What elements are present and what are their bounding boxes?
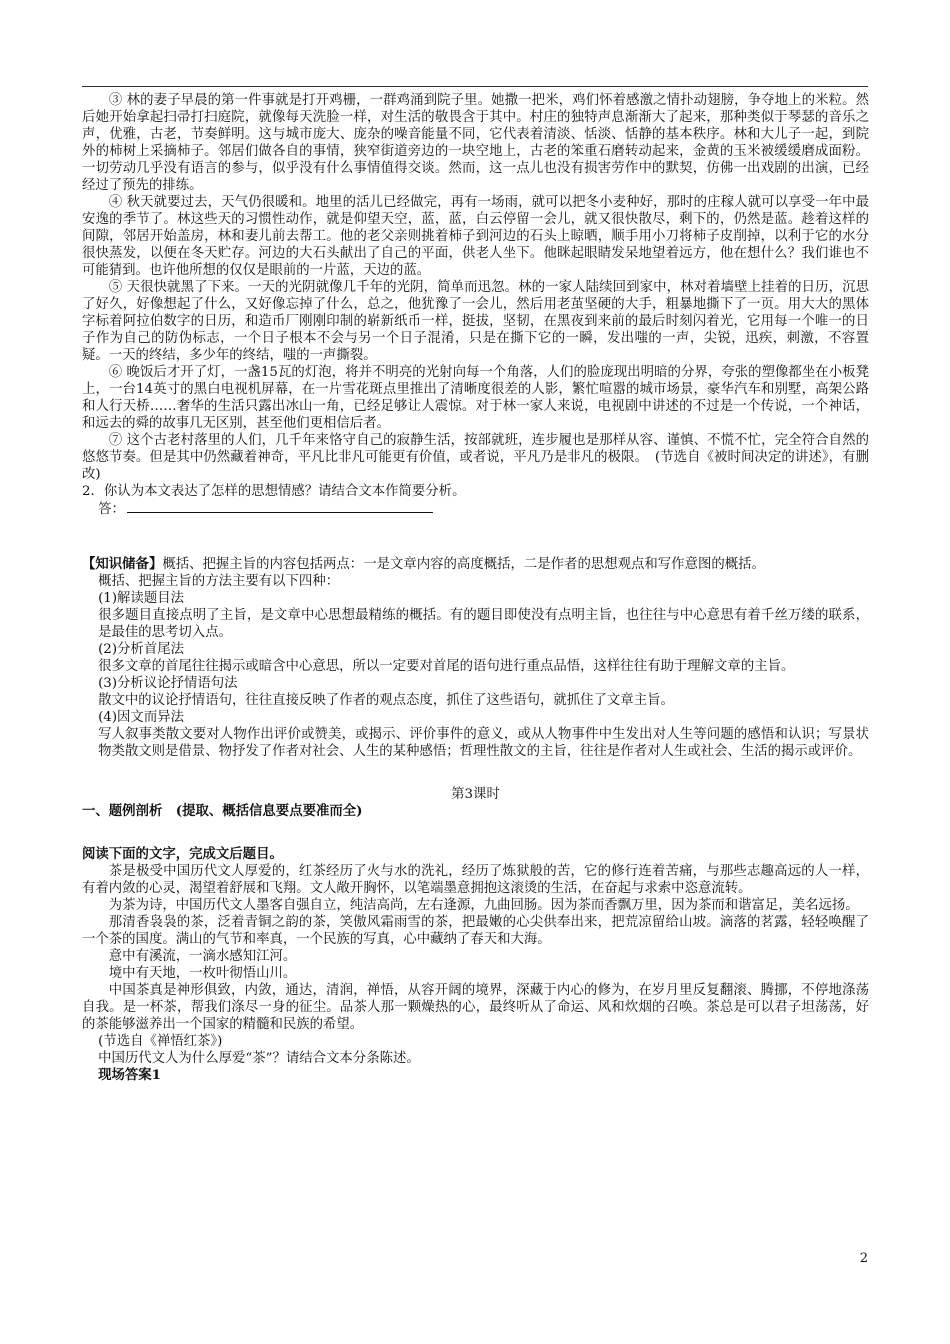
paragraph-5: ⑤ 天很快就黑了下来。一天的光阴就像几千年的光阴，简单而迅忽。林的一家人陆续回到家中，林对着墙壁上挂着的日历，沉思了好久，好像想起了什么，又好像忘掉了什么，总之，他犹豫了一会儿，然后用老茧坚硬的大手，粗暴地撕下了一页。用大大的黑体字标着阿拉伯数字的日历，和造币厂刚刚印制的崭新纸币一样，挺拔，坚韧，在黑夜到来前的最后时刻闪着光，它用每一个唯一的日子作为自己的防伪标志，一个日子根本不会与另一个日子混淆，只是在撕下它的一瞬，发出嗤的一声，尖锐，迅疾，刺激，不容置疑。一天的终结，多少年的终结，嗤的一声撕裂。: [82, 280, 869, 363]
reading-instruction: 阅读下面的文字，完成文后题目。: [82, 846, 283, 862]
tea-paragraph-6: 中国茶真是神形俱致，内敛，通达，清润，禅悟，从容开阔的境界，深藏于内心的修为，在岁月里反复翻滚、腾挪，不停地涤荡自我。是一杯茶，帮我们涤尽一身的征尘。品茶人那一颗燥热的心，最终听从了命运、风和炊烟的召唤。茶总是可以君子坦荡荡，好的茶能够滋养出一个国家的精髓和民族的希望。: [82, 983, 869, 1032]
method-2-title: (2)分析首尾法: [98, 642, 184, 657]
section-title: 一、题例剖析 (提取、概括信息要点要准而全): [82, 803, 363, 819]
tea-question: 中国历代文人为什么厚爱“茶”？请结合文本分条陈述。: [98, 1051, 420, 1066]
method-3-title: (3)分析议论抒情语句法: [98, 676, 238, 691]
tea-paragraph-3: 那清香袅袅的茶，泛着青铜之韵的茶，笑傲风霜雨雪的茶，把最嫩的心尖供奉出来，把荒凉留给山坡。滴落的茗露，轻轻唤醒了一个茶的国度。满山的气节和率真，一个民族的写真，心中藏纳了春天和大海。: [82, 915, 869, 947]
answer-label: 答：: [98, 502, 125, 517]
methods-intro: 概括、把握主旨的方法主要有以下四种：: [98, 574, 340, 589]
tea-paragraph-2: 为茶为诗，中国历代文人墨客自强自立，纯洁高尚，左右逢源，九曲回肠。因为茶而香飘万里，因为茶而和谐富足，美名远扬。: [108, 898, 859, 913]
tea-source: (节选自《禅悟红茶》): [98, 1034, 223, 1049]
paragraph-3: ③ 林的妻子早晨的第一件事就是打开鸡栅，一群鸡涌到院子里。她撒一把米，鸡们怀着感激之情扑动翅膀，争夺地上的米粒。然后她开始拿起扫帚打扫庭院，就像每天洗脸一样，对生活的敬畏含于其中。村庄的独特声息渐渐大了起来，那种类似于琴瑟的音乐之声，优雅，古老，节奏鲜明。这与城市庞大、庞杂的噪音能量不同，它代表着清淡、恬淡、恬静的基本秩序。林和大儿子一起，到院外的柿树上采摘柿子。邻居们做各自的事情，狭窄街道旁边的一块空地上，古老的笨重石磨转动起来，金黄的玉米被缓缓磨成面粉。一切劳动几乎没有语言的参与，似乎没有什么事情值得交谈。然而，这一点儿也没有损害劳作中的默契，仿佛一出戏剧的出演，已经经过了预先的排练。: [82, 93, 869, 193]
paragraph-6: ⑥ 晚饭后才开了灯，一盏15瓦的灯泡，将并不明亮的光射向每一个角落，人们的脸庞现出明暗的分界，夸张的塑像都坐在小板凳上，一台14英寸的黑白电视机屏幕，在一片雪花斑点里推出了清晰度很差的人影，繁忙喧嚣的城市场景，豪华汽车和别墅，高架公路和人行天桥……奢华的生活只露出冰山一角，已经足够让人震惊。对于林一家人来说，电视剧中讲述的不过是一个传说，一个神话，和远去的舜的故事几无区别，甚至他们更相信后者。: [82, 365, 869, 431]
method-1-title: (1)解读题目法: [98, 591, 184, 606]
tea-line-5: 境中有天地，一枚叶彻悟山川。: [108, 966, 297, 981]
method-1-text: 很多题目直接点明了主旨，是文章中心思想最精练的概括。有的题目即使没有点明主旨，也往往与中心意思有着千丝万缕的联系，是最佳的思考切入点。: [98, 608, 869, 640]
page-number: 2: [859, 1251, 868, 1266]
knowledge-label: 【知识储备】: [82, 556, 163, 572]
paragraph-4: ④ 秋天就要过去，天气仍很暖和。地里的活儿已经做完，再有一场雨，就可以把冬小麦种好，那时的庄稼人就可以享受一年中最安逸的季节了。林这些天的习惯性动作，就是仰望天空，蓝，蓝，白云停留一会儿，就又很快散尽，剩下的，仍然是蓝。趁着这样的间隙，邻居开始盖房，林和妻儿前去帮工。他的老父亲则挑着柿子到河边的石头上晾晒，顺手用小刀将柿子皮削掉，以利于它的水分很快蒸发，以便在冬天贮存。河边的大石头献出了自己的平面，供老人坐下。他眯起眼睛发呆地望着远方，他在想什么？我们谁也不可能猜到。也许他所想的仅仅是眼前的一片蓝，天边的蓝。: [82, 195, 869, 278]
answer-row: [82, 500, 869, 518]
knowledge-intro: 概括、把握主旨的内容包括两点：一是文章内容的高度概括，二是作者的思想观点和写作意图的概括。: [162, 557, 765, 572]
tea-paragraph-1: 茶是极受中国历代文人厚爱的，红茶经历了火与水的洗礼，经历了炼狱般的苦，它的修行连着苦痛，与那些志趣高远的人一样，有着内敛的心灵，渴望着舒展和飞翔。文人敞开胸怀，以笔端墨意拥抱这滚烫的生活，在奋起与求索中恣意流转。: [82, 864, 869, 896]
page-content: [82, 92, 869, 1084]
tea-line-4: 意中有溪流，一滴水感知江河。: [108, 949, 297, 964]
answer-label-1: 现场答案1: [98, 1067, 161, 1083]
question-2: 2．你认为本文表达了怎样的思想情感？请结合文本作简要分析。: [82, 484, 466, 499]
method-4-title: (4)因文而异法: [98, 710, 184, 725]
paragraph-7: ⑦ 这个古老村落里的人们，几千年来恪守自己的寂静生活，按部就班，连步履也是那样从容、谨慎、不慌不忙，完全符合自然的悠悠节奏。但是其中仍然藏着神奇，平凡比非凡可能更有价值，或者说，平凡乃是非凡的极限。 (节选自《被时间决定的讲述》，有删改): [82, 433, 869, 482]
method-2-text: 很多文章的首尾往往揭示或暗含中心意思，所以一定要对首尾的语句进行重点品悟，这样往往有助于理解文章的主旨。: [98, 659, 795, 674]
knowledge-intro-row: [82, 556, 869, 573]
method-4-text: 写人叙事类散文要对人物作出评价或赞美，或揭示、评价事件的意义，或从人物事件中生发出对人生等问题的感悟和认识；写景状物类散文则是借景、物抒发了作者对社会、人生的某种感悟；哲理性散文的主旨，往往是作者对人生或社会、生活的揭示或评价。: [98, 727, 869, 759]
lesson-heading: 第3课时: [451, 787, 500, 802]
method-3-text: 散文中的议论抒情语句，往往直接反映了作者的观点态度，抓住了这些语句，就抓住了文章主旨。: [98, 693, 674, 708]
answer-line[interactable]: [127, 500, 433, 513]
header-rule: [82, 86, 868, 87]
